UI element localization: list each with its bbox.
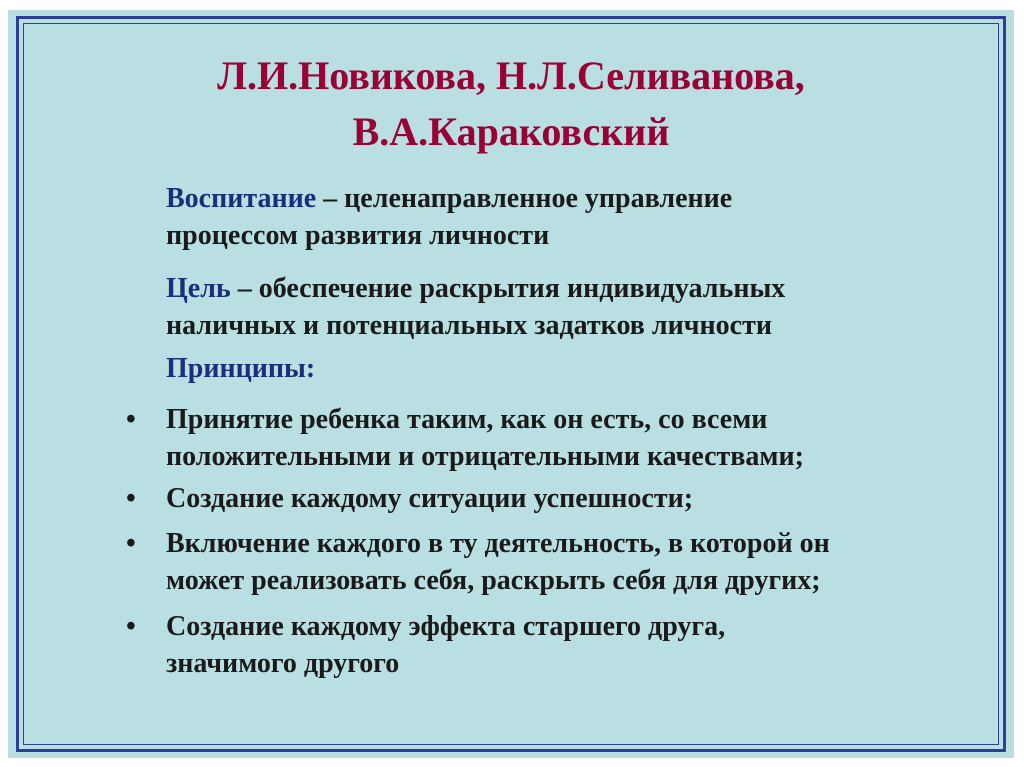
goal-text-2: наличных и потенциальных задатков личности <box>166 310 772 341</box>
bullet-icon: • <box>126 483 136 514</box>
definition-term: Воспитание <box>166 183 317 214</box>
goal-text-1: – обеспечение раскрытия индивидуальных <box>230 273 786 304</box>
title-line-2: В.А.Караковский <box>352 109 670 154</box>
slide-title <box>8 48 1014 160</box>
principle-1-line-2: положительными и отрицательными качествами; <box>166 441 804 472</box>
principle-3-line-1: Включение каждого в ту деятельность, в которой он <box>166 528 830 559</box>
bullet-icon: • <box>126 404 136 435</box>
bullet-icon: • <box>126 528 136 559</box>
principle-4-line-2: значимого другого <box>166 648 400 679</box>
bullet-icon: • <box>126 611 136 642</box>
definition-text-2: процессом развития личности <box>166 220 550 251</box>
slide <box>8 10 1014 758</box>
goal-term: Цель <box>166 273 231 304</box>
principle-4-line-1: Создание каждому эффекта старшего друга, <box>166 611 726 642</box>
principle-1-line-1: Принятие ребенка таким, как он есть, со всеми <box>166 404 768 435</box>
principle-3-line-2: может реализовать себя, раскрыть себя для других; <box>166 565 821 596</box>
definition-text-1: – целенаправленное управление <box>316 183 733 214</box>
principle-2-line-1: Создание каждому ситуации успешности; <box>166 483 694 514</box>
goal-paragraph <box>166 270 986 344</box>
principles-heading: Принципы: <box>166 353 316 384</box>
definition-paragraph <box>166 180 986 254</box>
title-line-1: Л.И.Новикова, Н.Л.Селиванова, <box>217 53 805 98</box>
